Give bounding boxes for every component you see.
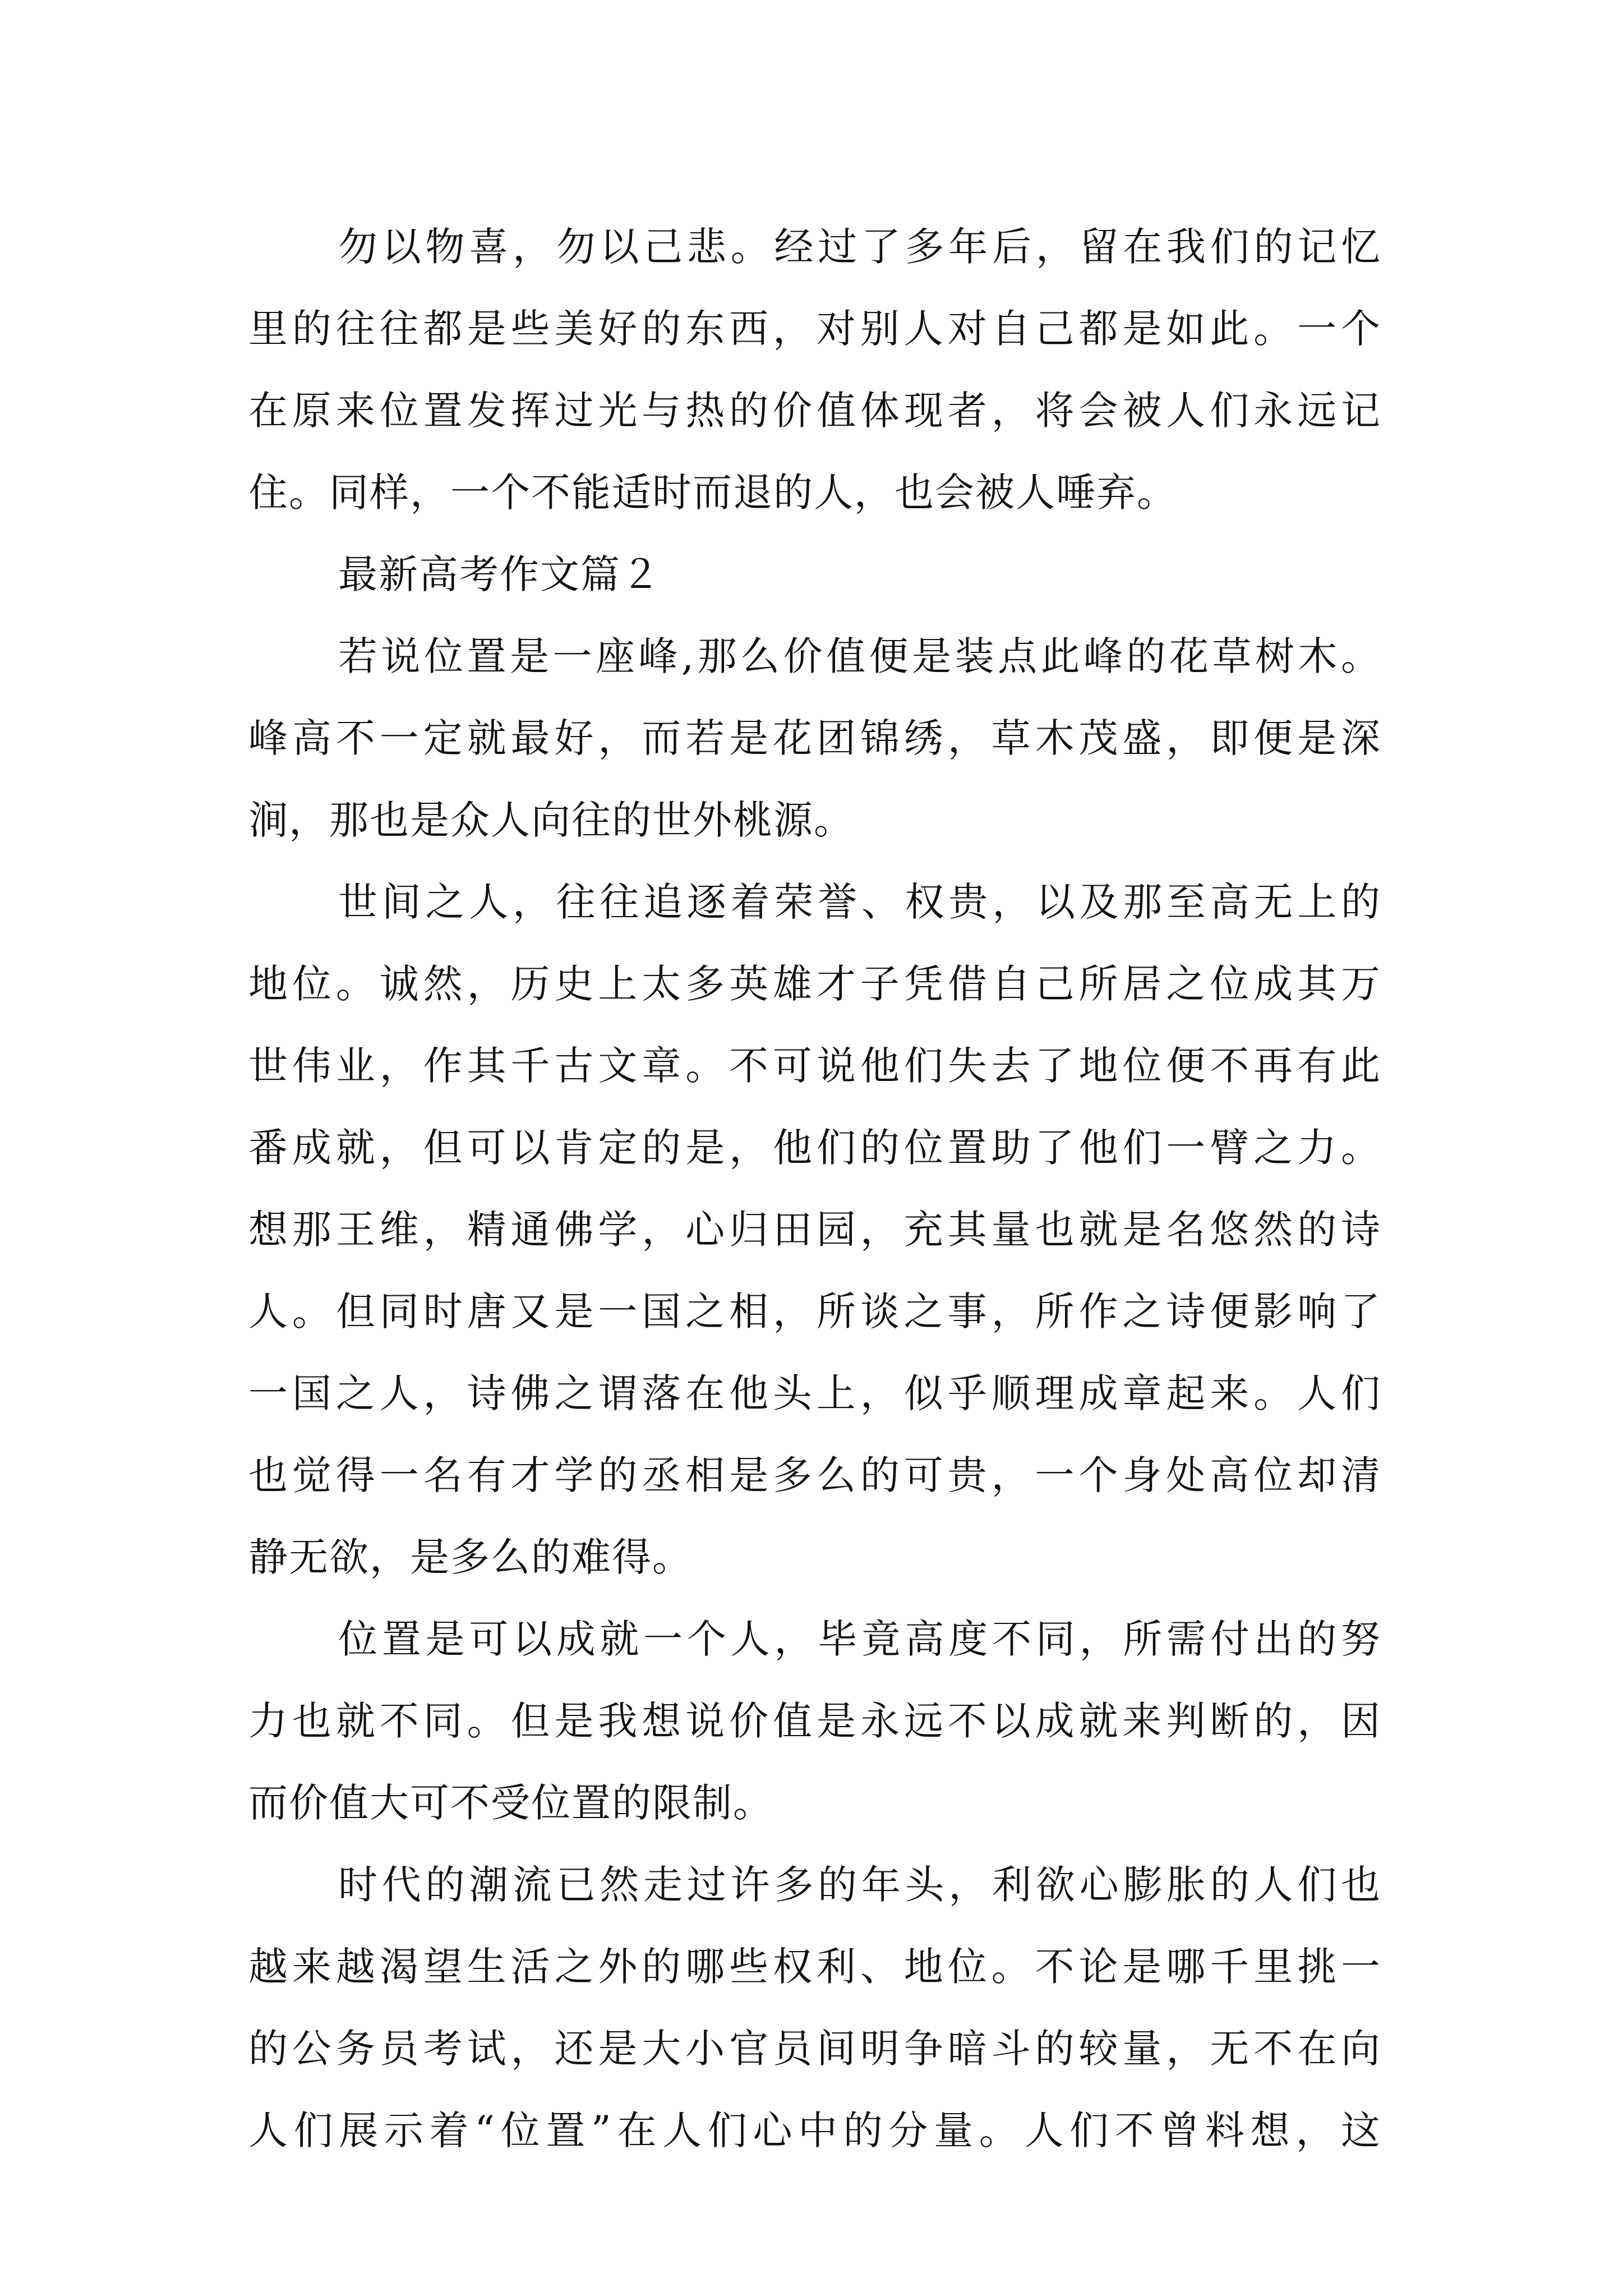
- text-line: 越来越渴望生活之外的哪些权利、地位。不论是哪千里挑一: [248, 1944, 1381, 1990]
- text-line: 番成就，但可以肯定的是，他们的位置助了他们一臂之力。: [248, 1125, 1381, 1171]
- text-line: 世伟业，作其千古文章。不可说他们失去了地位便不再有此: [248, 1043, 1381, 1089]
- text-line: 静无欲，是多么的难得。: [248, 1534, 693, 1580]
- text-line: 若说位置是一座峰,那么价值便是装点此峰的花草树木。: [338, 633, 1381, 679]
- text-line: 里的往往都是些美好的东西，对别人对自己都是如此。一个: [248, 306, 1381, 352]
- section-title: 最新高考作文篇２: [338, 551, 661, 597]
- text-line: 也觉得一名有才学的丞相是多么的可贵，一个身处高位却清: [248, 1452, 1381, 1498]
- text-line: 想那王维，精通佛学，心归田园，充其量也就是名悠然的诗: [248, 1207, 1381, 1253]
- text-line: 涧，那也是众人向往的世外桃源。: [248, 797, 854, 843]
- text-line: 地位。诚然，历史上太多英雄才子凭借自己所居之位成其万: [248, 961, 1381, 1007]
- text-line: 而价值大可不受位置的限制。: [248, 1780, 773, 1826]
- text-line: 勿以物喜，勿以己悲。经过了多年后，留在我们的记忆: [338, 224, 1381, 270]
- text-line: 一国之人，诗佛之谓落在他头上，似乎顺理成章起来。人们: [248, 1370, 1381, 1416]
- text-line: 力也就不同。但是我想说价值是永远不以成就来判断的，因: [248, 1698, 1381, 1744]
- text-line: 时代的潮流已然走过许多的年头，利欲心膨胀的人们也: [338, 1862, 1381, 1908]
- text-line: 人们展示着“位置”在人们心中的分量。人们不曾料想，这: [248, 2108, 1381, 2154]
- text-line: 人。但同时唐又是一国之相，所谈之事，所作之诗便影响了: [248, 1289, 1381, 1335]
- text-line: 峰高不一定就最好，而若是花团锦绣，草木茂盛，即便是深: [248, 715, 1381, 761]
- text-line: 在原来位置发挥过光与热的价值体现者，将会被人们永远记: [248, 388, 1381, 434]
- text-line: 位置是可以成就一个人，毕竟高度不同，所需付出的努: [338, 1616, 1381, 1662]
- text-line: 世间之人，往往追逐着荣誉、权贵，以及那至高无上的: [338, 879, 1381, 925]
- text-line: 的公务员考试，还是大小官员间明争暗斗的较量，无不在向: [248, 2026, 1381, 2072]
- text-line: 住。同样，一个不能适时而退的人，也会被人唾弃。: [248, 470, 1177, 516]
